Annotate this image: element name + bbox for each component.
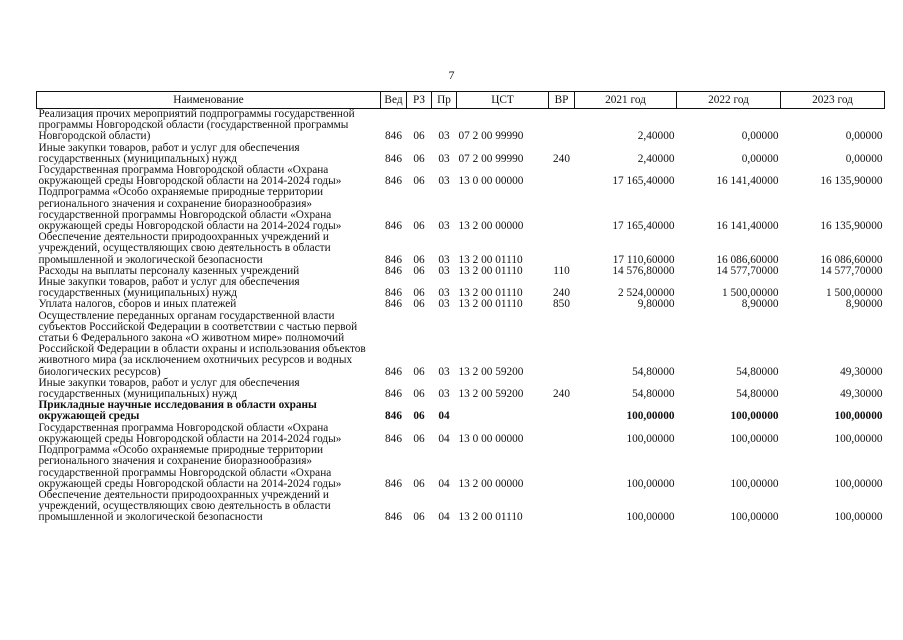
header-rz: РЗ [407,92,432,109]
cell-2022: 100,00000 [730,511,779,524]
table-header-row [37,92,885,109]
table-row [37,109,885,143]
cell-pr: 03 [438,264,450,277]
cell-vr [549,311,575,378]
cell-pr: 04 [438,477,450,490]
table-row [37,187,885,232]
cell-2021: 2 524,00000 [618,287,675,300]
cell-ved: 846 [385,130,402,143]
cell-ved: 846 [385,253,402,266]
cell-2022: 1 500,00000 [722,287,779,300]
cell-ved: 846 [385,220,402,233]
budget-table [36,91,885,524]
cell-rz: 06 [413,298,425,311]
cell-rz: 06 [413,410,425,423]
cell-2023: 49,30000 [840,388,883,401]
cell-pr: 03 [438,130,450,143]
cell-cst: 13 0 00 00000 [458,432,524,445]
cell-2021: 54,80000 [632,388,675,401]
table-row [37,378,885,400]
cell-cst: 13 0 00 00000 [458,175,524,188]
cell-name: Прикладные научные исследования в области охраны окружающей среды [38,399,317,423]
cell-2023: 8,90000 [845,298,883,311]
cell-2023: 0,00000 [845,130,883,143]
cell-cst: 13 2 00 01110 [458,511,523,524]
cell-name: Обеспечение деятельности природоохранных учреждений и учреждений, осуществляющих свою деятельность в области промышленной и экологической безопасности [38,488,331,524]
cell-2022: 0,00000 [741,130,779,143]
table-row [37,400,885,422]
cell-ved: 846 [385,287,402,300]
cell-name: Иные закупки товаров, работ и услуг для обеспечения государственных (муниципальных) нужд [38,376,300,401]
header-vr: ВР [549,92,575,109]
cell-ved: 846 [385,175,402,188]
cell-cst: 13 2 00 01110 [458,264,523,277]
cell-2021: 100,00000 [626,511,675,524]
table-row [37,232,885,266]
cell-pr: 03 [438,287,450,300]
page-number: 7 [448,68,455,82]
cell-2023: 100,00000 [834,511,883,524]
cell-vr [549,445,575,490]
cell-rz: 06 [413,287,425,300]
cell-vr: 110 [553,264,570,277]
cell-rz: 06 [413,220,425,233]
cell-vr: 850 [553,298,570,311]
cell-ved: 846 [385,388,402,401]
table-row [37,311,885,378]
cell-vr: 240 [553,152,570,165]
cell-2023: 0,00000 [845,152,883,165]
cell-ved: 846 [385,511,402,524]
cell-ved: 846 [385,432,402,445]
cell-rz: 06 [413,175,425,188]
cell-name: Уплата налогов, сборов и иных платежей [38,298,237,311]
cell-pr: 03 [438,298,450,311]
cell-cst: 13 2 00 01110 [458,253,523,266]
cell-2023: 100,00000 [834,410,883,423]
table-body [37,109,885,524]
cell-pr: 03 [438,388,450,401]
header-ved: Вед [381,92,407,109]
cell-2021: 54,80000 [632,365,675,378]
cell-vr: 240 [553,287,570,300]
cell-2021: 17 165,40000 [612,175,675,188]
cell-name: Расходы на выплаты персоналу казенных учреждений [38,264,300,277]
table-row [37,143,885,165]
cell-2021: 9,80000 [637,298,675,311]
cell-2022: 16 141,40000 [716,175,779,188]
cell-2023: 14 577,70000 [820,264,883,277]
cell-2022: 16 086,60000 [716,253,779,266]
cell-cst: 07 2 00 99990 [458,152,524,165]
cell-2022: 100,00000 [730,410,779,423]
cell-2021: 100,00000 [626,432,675,445]
cell-cst: 13 2 00 00000 [458,220,524,233]
cell-cst: 13 2 00 01110 [458,287,523,300]
cell-rz: 06 [413,264,425,277]
cell-pr: 03 [438,365,450,378]
cell-vr [549,400,575,422]
table-row [37,423,885,445]
cell-pr: 03 [438,175,450,188]
cell-name: Иные закупки товаров, работ и услуг для обеспечения государственных (муниципальных) нужд [38,276,300,300]
cell-rz: 06 [413,253,425,266]
cell-2023: 1 500,00000 [826,287,883,300]
cell-rz: 06 [413,432,425,445]
cell-ved: 846 [385,365,402,378]
cell-pr: 04 [438,432,450,445]
cell-2021: 100,00000 [626,410,675,423]
cell-cst: 13 2 00 00000 [458,477,524,490]
cell-vr [549,490,575,524]
cell-2022: 100,00000 [730,432,779,445]
cell-2021: 17 165,40000 [612,220,675,233]
cell-2023: 16 135,90000 [820,220,883,233]
table-row [37,445,885,490]
cell-name: Иные закупки товаров, работ и услуг для обеспечения государственных (муниципальных) нужд [38,141,300,165]
cell-pr: 03 [438,152,450,165]
cell-2022: 100,00000 [730,477,779,490]
cell-2022: 54,80000 [736,365,779,378]
cell-name: Государственная программа Новгородской области «Охрана окружающей среды Новгородской области на 2014-2024 годы» [38,421,342,445]
cell-2022: 54,80000 [736,388,779,401]
cell-2022: 14 577,70000 [716,264,779,277]
header-name: Наименование [37,92,381,109]
cell-2022: 0,00000 [741,152,779,165]
cell-2021: 17 110,60000 [612,253,675,266]
cell-2023: 16 086,60000 [820,253,883,266]
cell-pr: 04 [438,511,450,524]
table-row [37,277,885,299]
cell-pr: 03 [438,220,450,233]
cell-2021: 100,00000 [626,477,675,490]
cell-2022: 16 141,40000 [716,220,779,233]
cell-cst: 13 2 00 01110 [458,298,523,311]
cell-pr: 03 [438,253,450,266]
cell-ved: 846 [385,264,402,277]
cell-vr [549,165,575,187]
cell-vr: 240 [553,388,570,401]
cell-vr [549,187,575,232]
cell-cst [457,400,549,422]
cell-cst: 07 2 00 99990 [458,130,524,143]
cell-2021: 2,40000 [637,130,675,143]
cell-vr [549,232,575,266]
cell-2023: 100,00000 [834,432,883,445]
cell-2021: 14 576,80000 [612,264,675,277]
header-pr: Пр [432,92,457,109]
cell-ved: 846 [385,410,402,423]
cell-name: Реализация прочих мероприятий подпрограммы государственной программы Новгородской области (государственной программы Новгородской области) [38,108,355,143]
cell-cst: 13 2 00 59200 [458,388,524,401]
cell-vr [549,109,575,143]
cell-rz: 06 [413,511,425,524]
cell-2023: 16 135,90000 [820,175,883,188]
cell-rz: 06 [413,388,425,401]
cell-ved: 846 [385,477,402,490]
cell-rz: 06 [413,152,425,165]
cell-2023: 100,00000 [834,477,883,490]
cell-name: Подпрограмма «Особо охраняемые природные территории регионального значения и сохранение биоразнообразия» государственной программы Новгородской области «Охрана окружающей среды Новгородской области на 2014-2024 годы» [38,186,342,233]
cell-ved: 846 [385,152,402,165]
cell-name: Осуществление переданных органам государственной власти субъектов Российской Федерации в соответствии с частью первой статьи 6 Федерального закона «О животном мире» полномочий Российской Федерации в области охраны и использования объектов животного мира (за исключением охотничьих ресурсов и водных биологических ресурсов) [38,309,366,378]
header-cst: ЦСТ [457,92,549,109]
cell-rz: 06 [413,477,425,490]
cell-name: Подпрограмма «Особо охраняемые природные территории регионального значения и сохранение биоразнообразия» государственной программы Новгородской области «Охрана окружающей среды Новгородской области на 2014-2024 годы» [38,444,342,490]
header-2021: 2021 год [575,92,677,109]
table-row [37,299,885,310]
header-2023: 2023 год [781,92,885,109]
table-row [37,490,885,524]
cell-rz: 06 [413,365,425,378]
cell-2022: 8,90000 [741,298,779,311]
cell-name: Обеспечение деятельности природоохранных учреждений и учреждений, осуществляющих свою деятельность в области промышленной и экологической безопасности [38,231,331,266]
cell-2021: 2,40000 [637,152,675,165]
cell-ved: 846 [385,298,402,311]
header-2022: 2022 год [677,92,781,109]
cell-pr: 04 [438,410,450,423]
cell-cst: 13 2 00 59200 [458,365,524,378]
cell-2023: 49,30000 [840,365,883,378]
cell-vr [549,423,575,445]
cell-rz: 06 [413,130,425,143]
table-row [37,165,885,187]
cell-name: Государственная программа Новгородской области «Охрана окружающей среды Новгородской области на 2014-2024 годы» [38,164,342,188]
